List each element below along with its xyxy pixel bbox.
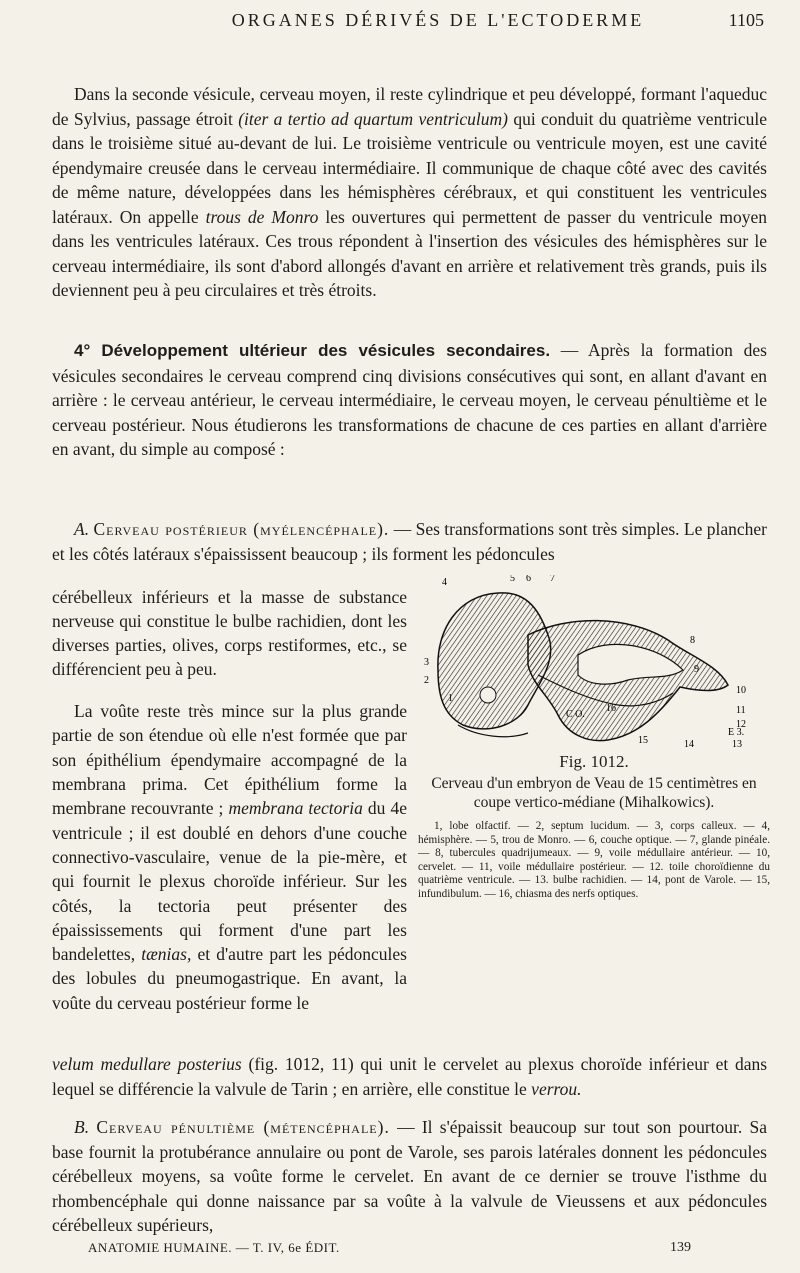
section-a-p2-a: La voûte reste très mince sur la plus grande partie de son étendue où elle n'est formée que par son épithélium épendymaire accompagné de la membrana prima. Cet épithélium forme la membrane recouvrante ; [52,701,407,819]
section-4-text: — Après la formation des vésicules secondaires le cerveau comprend cinq divisions consécutives qui sont, en allant d'avant en arrière : le cerveau antérieur, le cerveau intermédiaire, le cerveau moyen, le cerveau pénultième et le cerveau postérieur. Nous étudierons les transformations de chacune de ces parties en allant d'arrière en avant, du simple au composé : [52,340,767,459]
section-a-p2-b: du 4e ventricule ; il est doublé en dehors d'une couche connectivo-vasculaire, venue de la pie-mère, et qui fournit le plexus choroïde inférieur. Sur les côtés, la tectoria peut présenter des épaississements qui forment d'une part les bandelettes, [52,798,407,965]
section-b [52,1115,767,1238]
label-13: 13 [732,739,742,750]
para1-monro: trous de Monro [205,206,319,227]
label-5: 5 [510,575,515,584]
section-a-column [52,567,407,1033]
section-b-text: — Il s'épaissit beaucoup sur tout son pourtour. Sa base fournit la protubérance annulaire ou pont de Varole, ses parois latérales donnent les pédoncules cérébelleux moyens, sa voûte forme le cervelet. En avant de ce dernier se trouve l'isthme du rhombencéphale qui donne naissance par sa voûte à la valvule de Vieussens et aux pédoncules cérébelleux supérieurs, [52,1117,768,1235]
section-b-title: Cerveau pénultième (métencéphale). [96,1117,390,1137]
label-3: 3 [424,657,429,668]
label-1: 1 [448,693,453,704]
running-title: ORGANES DÉRIVÉS DE L'ECTODERME [231,10,645,30]
label-11: 11 [736,705,746,716]
label-7: 7 [550,575,555,584]
section-a-label: A. [74,519,90,539]
label-10: 10 [736,685,746,696]
para1-text-c: les ouvertures qui permettent de passer du ventricule moyen dans les ventricules latéraux. Ces trous répondent à l'insertion des vésicules des hémisphères sur le cerveau intermédiaire, ils sont d'abord allongés d'avant en arrière et relativement très grands, puis ils deviennent peu à peu circulaires et très étroits. [52,206,768,300]
label-2: 2 [424,675,429,686]
section-4 [52,338,767,462]
label-14: 14 [684,739,694,750]
section-a-taenias: tænias, [141,944,192,965]
section-b-label: B. [74,1117,90,1137]
section-a-tectoria: membrana tectoria [228,798,363,819]
figure-description: Cerveau d'un embryon de Veau de 15 centimètres en coupe vertico-médiane (Mihalkowics). [431,775,757,811]
page-number: 1105 [728,10,764,30]
paragraph-sylvius [52,82,767,303]
label-co: C O. [566,709,585,720]
section-a-tail [52,1052,767,1101]
section-a-velum: velum medullare posterius [52,1054,242,1074]
para1-text-b: qui conduit du quatrième ventricule dans le troisième situé au-devant de lui. Le troisième ventricule ou ventricule moyen, est une cavité épendymaire creusée dans le cerveau intermédiaire. Il communique de chaque côté avec des cavités de même nature, développées dans les hémisphères cérébraux, et qui constituent les ventricules latéraux. On appelle [52,108,768,227]
footer-left: ANATOMIE HUMAINE. — T. IV, 6e ÉDIT. [88,1240,340,1255]
section-a-col-text: cérébelleux inférieurs et la masse de substance nerveuse qui constitue le bulbe rachidien, dont les diverses parties, olives, corps restiformes, etc., se différencient peu à peu. [52,586,407,680]
label-16: 16 [606,703,616,714]
label-4: 4 [442,577,447,588]
running-head [52,10,764,40]
section-4-heading: 4° Développement ultérieur des vésicules secondaires. [74,341,551,360]
section-a-verrou: verrou. [531,1078,582,1099]
label-12: 12 [736,719,746,730]
section-a-lead [52,517,767,566]
figure-caption [418,748,770,902]
figure-number: Fig. 1012. [559,752,629,771]
figure-legend: 1, lobe olfactif. — 2, septum lucidum. — 3, corps calleux. — 4, hémisphère. — 5, trou de Monro. — 6, couche optique. — 7, glande pinéale. — 8, tubercules quadrijumeaux. — 9, voile médullaire antérieur. — 10, cervelet. — 11, voile médullaire postérieur. — 12. toile choroïdienne du quatrième ventricule. — 13. bulbe rachidien. — 14, pont de Varole. — 15, infundibulum. — 16, chiasma des nerfs optiques. [418,820,770,900]
footer-right: 139 [670,1240,691,1255]
section-a-title: Cerveau postérieur (myélencéphale). [93,519,390,539]
figure-embryo-brain [418,575,770,750]
section-a-figref: (fig. 1012, 11) [248,1054,354,1074]
label-e3: E 3. [728,727,745,738]
label-6: 6 [526,575,531,584]
label-9: 9 [694,664,699,675]
label-15: 15 [638,735,648,746]
label-8: 8 [690,635,695,646]
section-a-p2-c: et d'autre part les pédoncules des lobules du pneumogastrique. En avant, la voûte du cerveau postérieur forme le [52,944,407,1013]
para1-text: Dans la seconde vésicule, cerveau moyen, il reste cylindrique et peu développé, formant l'aqueduc de Sylvius, passage étroit [52,84,767,129]
para1-latin: (iter a tertio ad quartum ventriculum) [238,108,508,129]
section-a-p2-e: qui unit le cervelet au plexus choroïde inférieur et dans lequel se différencie la valvule de Tarin ; en arrière, elle constitue le [52,1054,768,1099]
section-a-lead-text: — Ses transformations sont très simples. Le plancher et les côtés latéraux s'épaississent beaucoup ; ils forment les pédoncules [52,519,768,564]
